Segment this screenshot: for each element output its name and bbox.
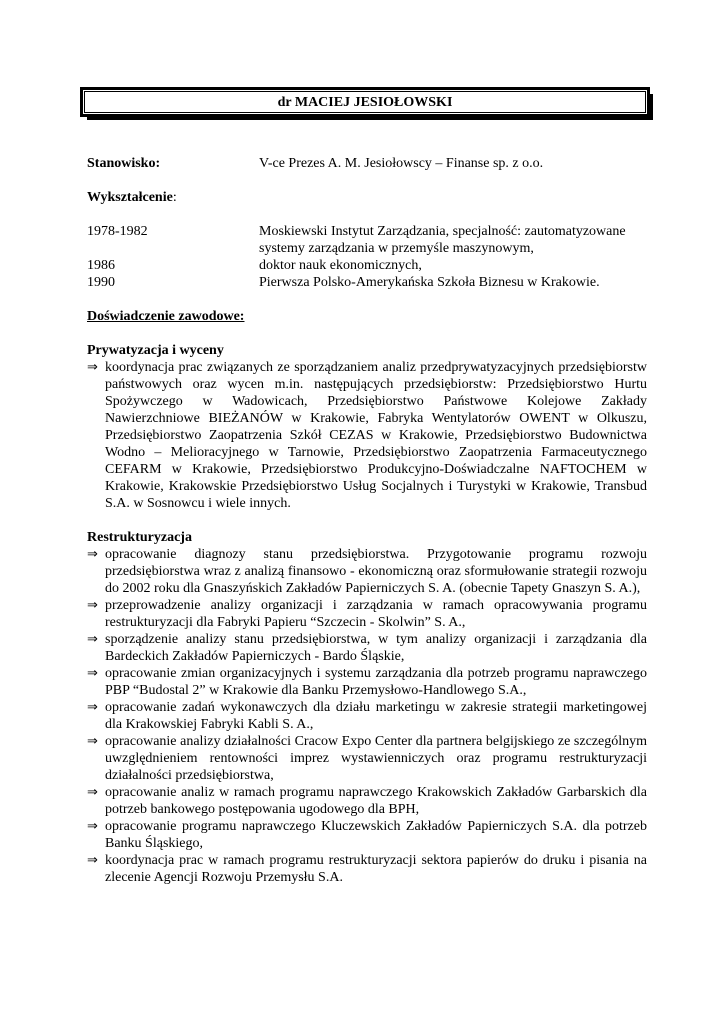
list-item <box>87 699 647 733</box>
arrow-icon: ⇒ <box>87 853 98 868</box>
list-item-text: opracowanie diagnozy stanu przedsiębiorstwa. Przygotowanie programu rozwoju przedsiębiorstwa wraz z analizą finansowo - ekonomiczną oraz sformułowanie strategii rozwoju do 2002 roku dla Gnaszyńskich Zakładów Papierniczych S. A. (obecnie Tapety Gnaszyn S. A.), <box>105 547 647 596</box>
list-item <box>87 359 647 512</box>
list-item <box>87 631 647 665</box>
education-text: doktor nauk ekonomicznych, <box>259 258 422 273</box>
list-item-text: opracowanie zadań wykonawczych dla działu marketingu w zakresie strategii marketingowej dla Krakowskiej Fabryki Kabli S. A., <box>105 700 647 732</box>
list-item-text: koordynacja prac w ramach programu restrukturyzacji sektora papierów do druku i pisania na zlecenie Agencji Rozwoju Przemysłu S.A. <box>105 853 647 885</box>
list-item-text: opracowanie programu naprawczego Kluczewskich Zakładów Papierniczych S.A. dla potrzeb Banku Śląskiego, <box>105 819 647 851</box>
position-label: Stanowisko: <box>87 156 161 171</box>
education-text: Pierwsza Polsko-Amerykańska Szkoła Biznesu w Krakowie. <box>259 275 600 290</box>
education-colon: : <box>172 190 177 205</box>
arrow-icon: ⇒ <box>87 819 98 834</box>
list-item <box>87 546 647 597</box>
cv-content <box>87 155 647 886</box>
arrow-icon: ⇒ <box>87 700 98 715</box>
list-item-text: przeprowadzenie analizy organizacji i zarządzania w ramach opracowywania programu restrukturyzacji dla Fabryki Papieru “Szczecin - Skolwin” S. A., <box>105 598 647 630</box>
arrow-icon: ⇒ <box>87 632 98 647</box>
list-item-text: sporządzenie analizy stanu przedsiębiorstwa, w tym analizy organizacji i zarządzania dla Bardeckich Zakładów Papierniczych - Bardo Śląskie, <box>105 632 647 664</box>
education-entry <box>87 257 647 274</box>
position-value: V-ce Prezes A. M. Jesiołowscy – Finanse sp. z o.o. <box>259 156 544 171</box>
education-years: 1986 <box>87 258 115 273</box>
arrow-icon: ⇒ <box>87 360 98 375</box>
education-label: Wykształcenie <box>87 190 173 205</box>
list-item <box>87 597 647 631</box>
section-heading-restructuring: Restrukturyzacja <box>87 530 192 545</box>
list-item <box>87 784 647 818</box>
list-item-text: opracowanie analiz w ramach programu naprawczego Krakowskich Zakładów Garbarskich dla potrzeb bankowego postępowania ugodowego dla BPH, <box>105 785 647 817</box>
list-item <box>87 852 647 886</box>
arrow-icon: ⇒ <box>87 785 98 800</box>
education-entry <box>87 223 647 257</box>
arrow-icon: ⇒ <box>87 598 98 613</box>
arrow-icon: ⇒ <box>87 547 98 562</box>
section-heading-privatization: Prywatyzacja i wyceny <box>87 343 224 358</box>
arrow-icon: ⇒ <box>87 734 98 749</box>
arrow-icon: ⇒ <box>87 666 98 681</box>
education-years: 1978-1982 <box>87 224 148 239</box>
list-item <box>87 665 647 699</box>
list-item-text: opracowanie analizy działalności Cracow Expo Center dla partnera belgijskiego ze szczególnym uwzględnieniem rentowności imprez wystawienniczych oraz programu restrukturyzacji działalności przedsiębiorstwa, <box>105 734 647 783</box>
education-text: Moskiewski Instytut Zarządzania, specjalność: zautomatyzowane systemy zarządzania w przemyśle maszynowym, <box>259 224 626 256</box>
list-item <box>87 818 647 852</box>
position-row <box>87 155 647 172</box>
education-years: 1990 <box>87 275 115 290</box>
education-heading <box>87 189 647 206</box>
list-item-text: opracowanie zmian organizacyjnych i systemu zarządzania dla potrzeb programu naprawczego PBP “Budostal 2” w Krakowie dla Banku Przemysłowo-Handlowego S.A., <box>105 666 647 698</box>
education-entry <box>87 274 647 291</box>
list-item <box>87 733 647 784</box>
name-title-box <box>80 87 650 117</box>
experience-heading: Doświadczenie zawodowe: <box>87 309 245 324</box>
person-name: dr MACIEJ JESIOŁOWSKI <box>277 94 453 110</box>
list-item-text: koordynacja prac związanych ze sporządzaniem analiz przedprywatyzacyjnych przedsiębiorstw państwowych oraz wycen m.in. następujących przedsiębiorstw: Przedsiębiorstwo Hurtu Spożywczego w Wadowicach, Przedsiębiorstwo Państwowe Kolejowe Zakłady Nawierzchniowe BIEŻANÓW w Krakowie, Fabryka Wentylatorów OWENT w Olkuszu, Przedsiębiorstwo Zaopatrzenia Szkół CEZAS w Krakowie, Przedsiębiorstwo Budownictwa Wodno – Melioracyjnego w Tarnowie, Przedsiębiorstwo Zaopatrzenia Farmaceutycznego CEFARM w Krakowie, Przedsiębiorstwo Produkcyjno-Doświadczalne NAFTOCHEM w Krakowie, Krakowskie Przedsiębiorstwo Usług Socjalnych i Turystyki w Krakowie, Transbud S.A. w Sosnowcu i wiele innych. <box>105 360 647 511</box>
